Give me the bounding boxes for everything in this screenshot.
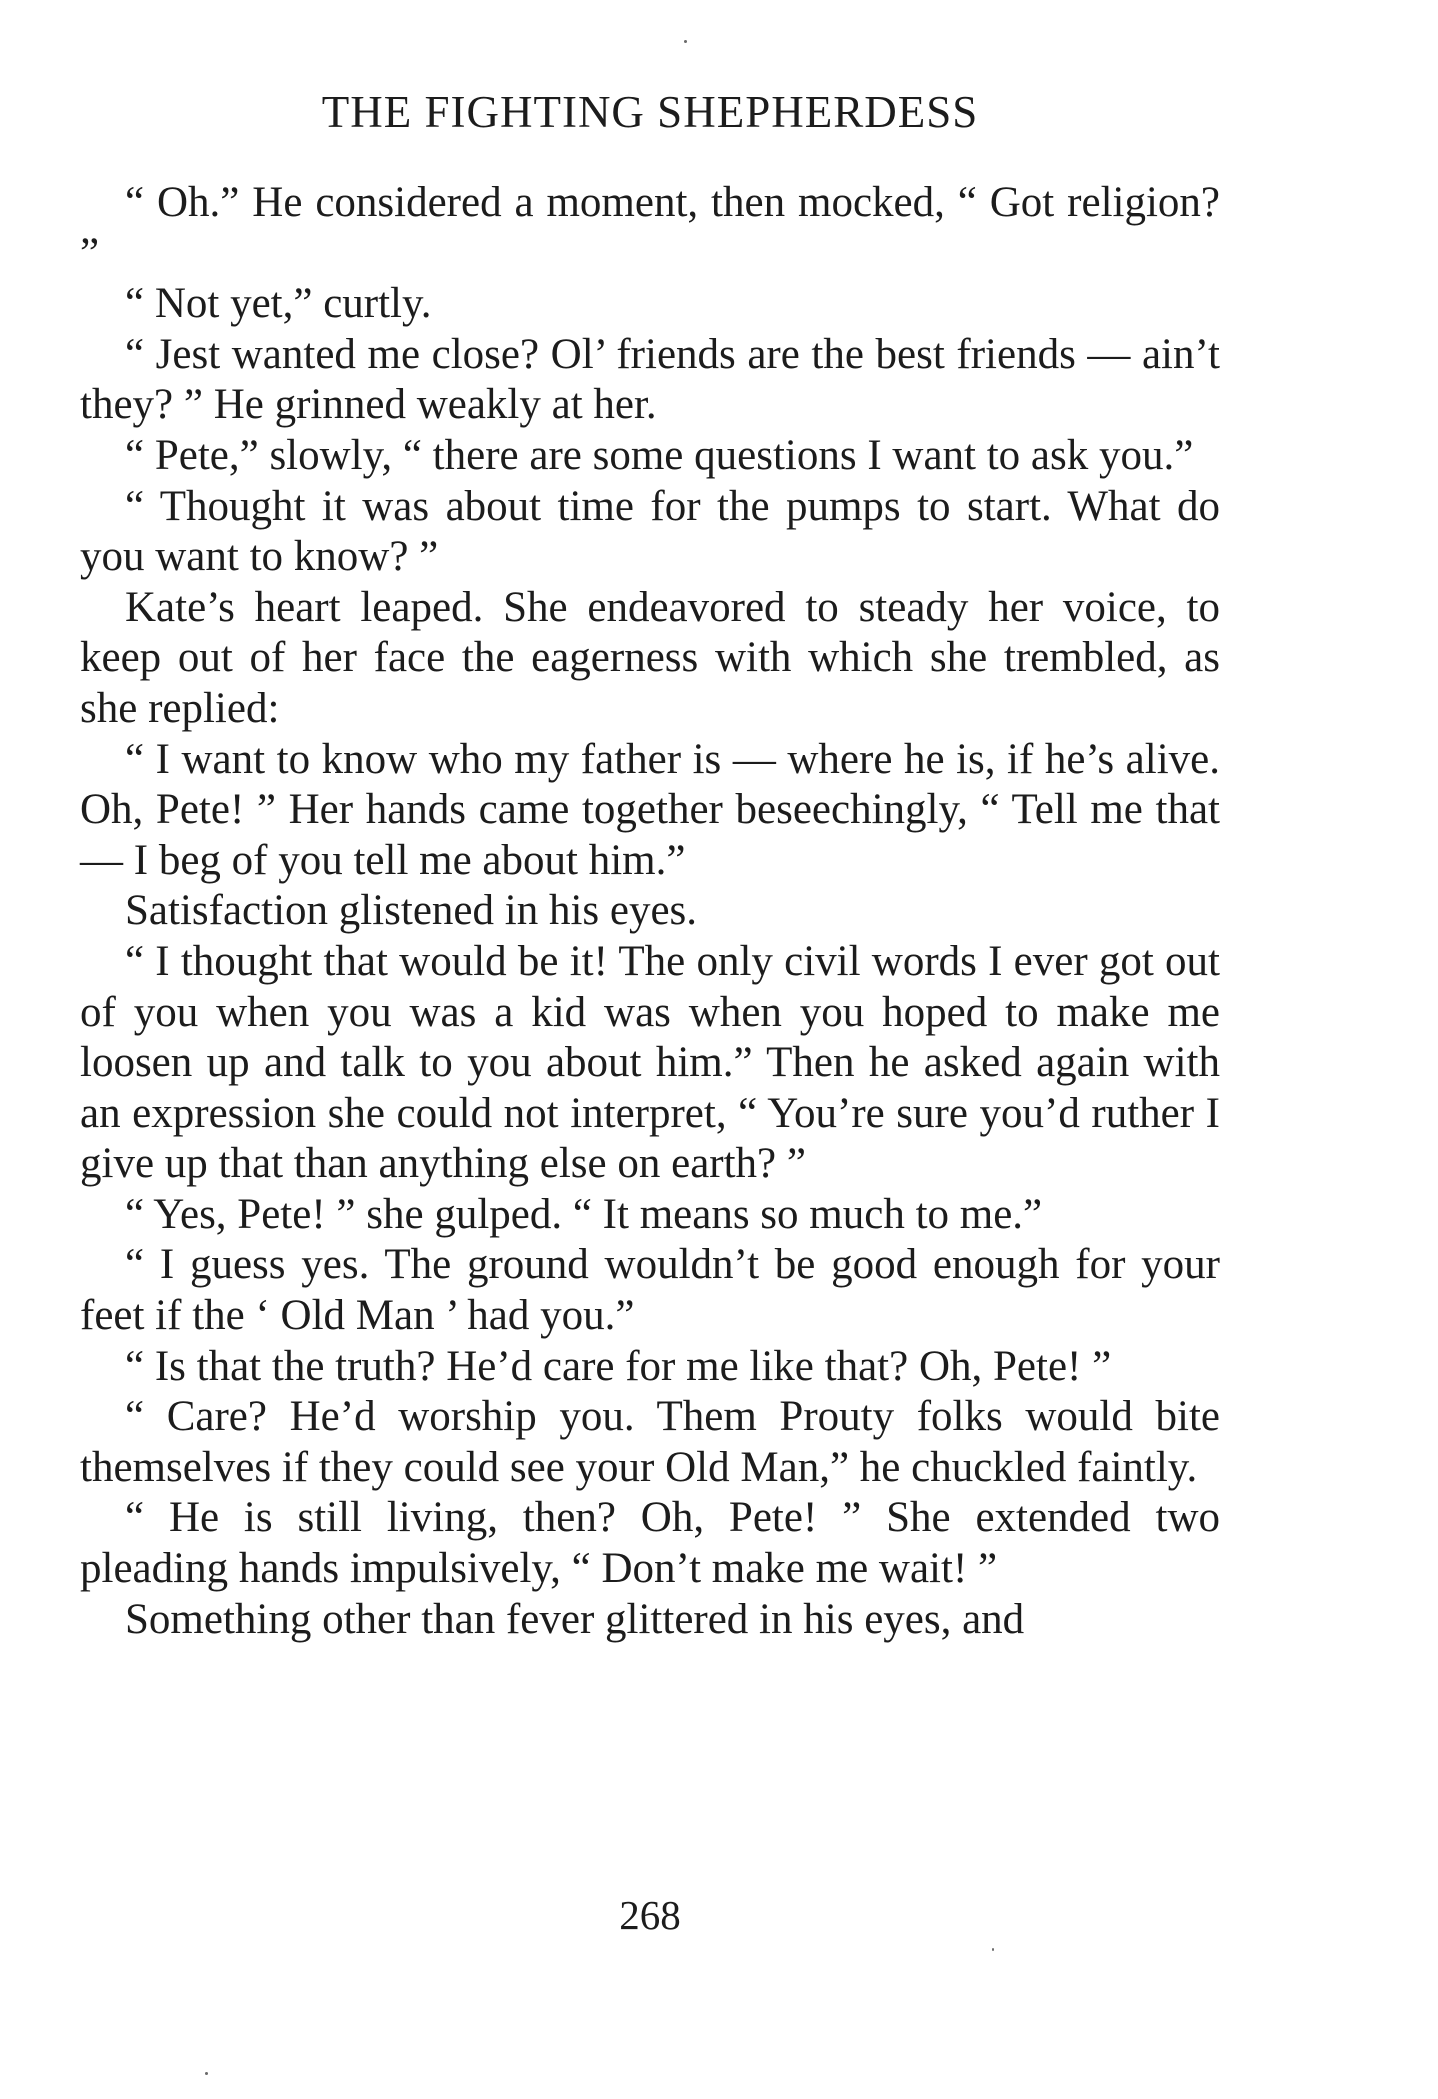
paragraph: “ Yes, Pete! ” she gulped. “ It means so much to me.” bbox=[125, 1190, 1043, 1238]
paragraph: “ Is that the truth? He’d care for me like that? Oh, Pete! ” bbox=[125, 1342, 1112, 1390]
running-head: THE FIGHTING SHEPHERDESS bbox=[321, 87, 979, 137]
paragraph: “ He is still living, then? Oh, Pete! ” She extended two pleading hands impulsively, “ Don’t make me wait! ” bbox=[80, 1494, 1220, 1593]
paper-speck bbox=[205, 2072, 208, 2075]
paragraph: “ I want to know who my father is — where he is, if he’s alive. Oh, Pete! ” Her hands came together beseechingly, “ Tell me that — I beg of you tell me about him.” bbox=[80, 735, 1220, 884]
paragraph: “ Pete,” slowly, “ there are some questions I want to ask you.” bbox=[125, 431, 1194, 479]
paragraph: Something other than fever glittered in his eyes, and bbox=[125, 1595, 1025, 1643]
paragraph: Satisfaction glistened in his eyes. bbox=[125, 887, 698, 935]
paragraph: Kate’s heart leaped. She endeavored to steady her voice, to keep out of her face the eagerness with which she trembled, as she replied: bbox=[80, 583, 1220, 732]
paper-speck bbox=[684, 40, 687, 43]
paragraph: “ Jest wanted me close? Ol’ friends are the best friends — ain’t they? ” He grinned weakly at her. bbox=[80, 330, 1220, 429]
paragraph: “ I guess yes. The ground wouldn’t be good enough for your feet if the ‘ Old Man ’ had you.” bbox=[80, 1241, 1220, 1340]
paragraph: “ Not yet,” curtly. bbox=[125, 280, 432, 328]
paragraph: “ Oh.” He considered a moment, then mocked, “ Got religion? ” bbox=[80, 179, 1220, 277]
paragraph: “ Care? He’d worship you. Them Prouty folks would bite themselves if they could see your Old Man,” he chuckled faintly. bbox=[80, 1393, 1220, 1491]
page-number: 268 bbox=[619, 1892, 681, 1938]
paragraph: “ I thought that would be it! The only civil words I ever got out of you when you was a kid was when you hoped to make me loosen up and talk to you about him.” Then he asked again with an expression she could not interpret, “ You’re sure you’d ruther I give up that than anything else on earth? ” bbox=[80, 937, 1220, 1188]
paper-speck bbox=[992, 1948, 994, 1951]
paragraph: “ Thought it was about time for the pumps to start. What do you want to know? ” bbox=[80, 482, 1220, 581]
body-text bbox=[80, 178, 1220, 1645]
